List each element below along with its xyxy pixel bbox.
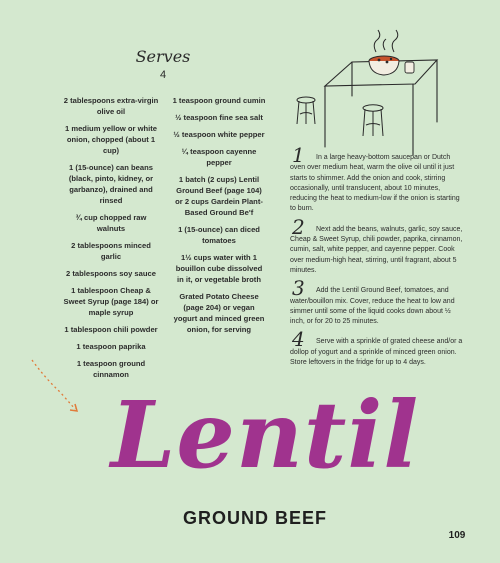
- recipe-title-script: Lentil: [110, 381, 420, 489]
- step-text: Add the Lentil Ground Beef, tomatoes, and water/bouillon mix. Cover, reduce the heat to low and simmer until some of the liquid cooks down about ½ inch, or for 20 to 25 minutes.: [290, 287, 455, 326]
- ingredient-item: 1½ cups water with 1 bouillon cube dissolved in it, or vegetable broth: [175, 253, 263, 284]
- step-text: In a large heavy-bottom saucepan or Dutch oven over medium heat, warm the olive oil until it just starts to shimmer. Add the onion and cook, stirring occasionally, until translucent, about 10 minutes, reducing the heat to medium-low if the onion is starting to burn.: [290, 154, 460, 213]
- step-text: Next add the beans, walnuts, garlic, soy sauce, Cheap & Sweet Syrup, chili powder, paprika, cinnamon, cumin, salt, white pepper, and cayenne pepper. Cook over medium-high heat, stirring, until fragrant, about 5 minutes.: [290, 225, 463, 274]
- page-number: 109: [448, 530, 466, 541]
- ingredient-item: ¼ teaspoon cayenne pepper: [181, 147, 257, 167]
- ingredient-item: 1 teaspoon ground cinnamon: [76, 359, 146, 379]
- ingredient-item: 2 tablespoons extra-virgin olive oil: [63, 96, 159, 116]
- ingredient-item: 2 tablespoons soy sauce: [66, 269, 156, 278]
- ingredient-item: 1 tablespoon Cheap & Sweet Syrup (page 184) or maple syrup: [63, 286, 159, 317]
- ingredient-item: 1 teaspoon ground cumin: [172, 96, 266, 105]
- stool-left: [297, 97, 315, 124]
- ingredient-item: 1 teaspoon paprika: [76, 342, 146, 351]
- method-steps: [290, 143, 466, 378]
- step-3: [290, 276, 466, 327]
- ingredient-item: 1 medium yellow or white onion, chopped (about 1 cup): [65, 124, 157, 155]
- ingredient-item: 1 (15-ounce) can beans (black, pinto, kidney, or garbanzo), drained and rinsed: [68, 163, 154, 205]
- ingredient-item: 1 tablespoon chili powder: [64, 325, 158, 334]
- step-number: 3: [292, 276, 305, 301]
- step-number: 1: [292, 143, 305, 167]
- serves-value: 4: [159, 69, 167, 81]
- step-2: [290, 214, 466, 276]
- step-text: Serve with a sprinkle of grated cheese and/or a dollop of yogurt and a sprinkle of minced green onion. Store leftovers in the fridge for up to 4 days.: [290, 338, 463, 367]
- step-number: 4: [292, 327, 305, 352]
- ingredient-item: 1 batch (2 cups) Lentil Ground Beef (page 104) or 2 cups Gardein Plant-Based Ground Be'f: [175, 175, 263, 217]
- shaker-drawing: [405, 62, 414, 73]
- recipe-subtitle: GROUND BEEF: [182, 508, 327, 528]
- ingredient-item: 1 (15-ounce) can diced tomatoes: [178, 225, 260, 245]
- step-number: 2: [292, 214, 305, 239]
- step-1: [290, 143, 466, 215]
- ingredient-item: 2 tablespoons minced garlic: [71, 241, 151, 261]
- ingredients-right-column: [172, 95, 266, 341]
- serves-label: Serves: [135, 47, 191, 66]
- bowl-drawing: [369, 30, 399, 75]
- ingredient-item: ¾ cup chopped raw walnuts: [75, 213, 147, 233]
- ingredient-item: Grated Potato Cheese (page 204) or vegan yogurt and minced green onion, for serving: [173, 292, 265, 334]
- step-4: [290, 327, 466, 368]
- ingredient-item: ½ teaspoon fine sea salt: [175, 113, 263, 122]
- ingredients-left-column: [62, 95, 160, 386]
- ingredient-item: ½ teaspoon white pepper: [173, 130, 265, 139]
- stool-right: [363, 105, 383, 136]
